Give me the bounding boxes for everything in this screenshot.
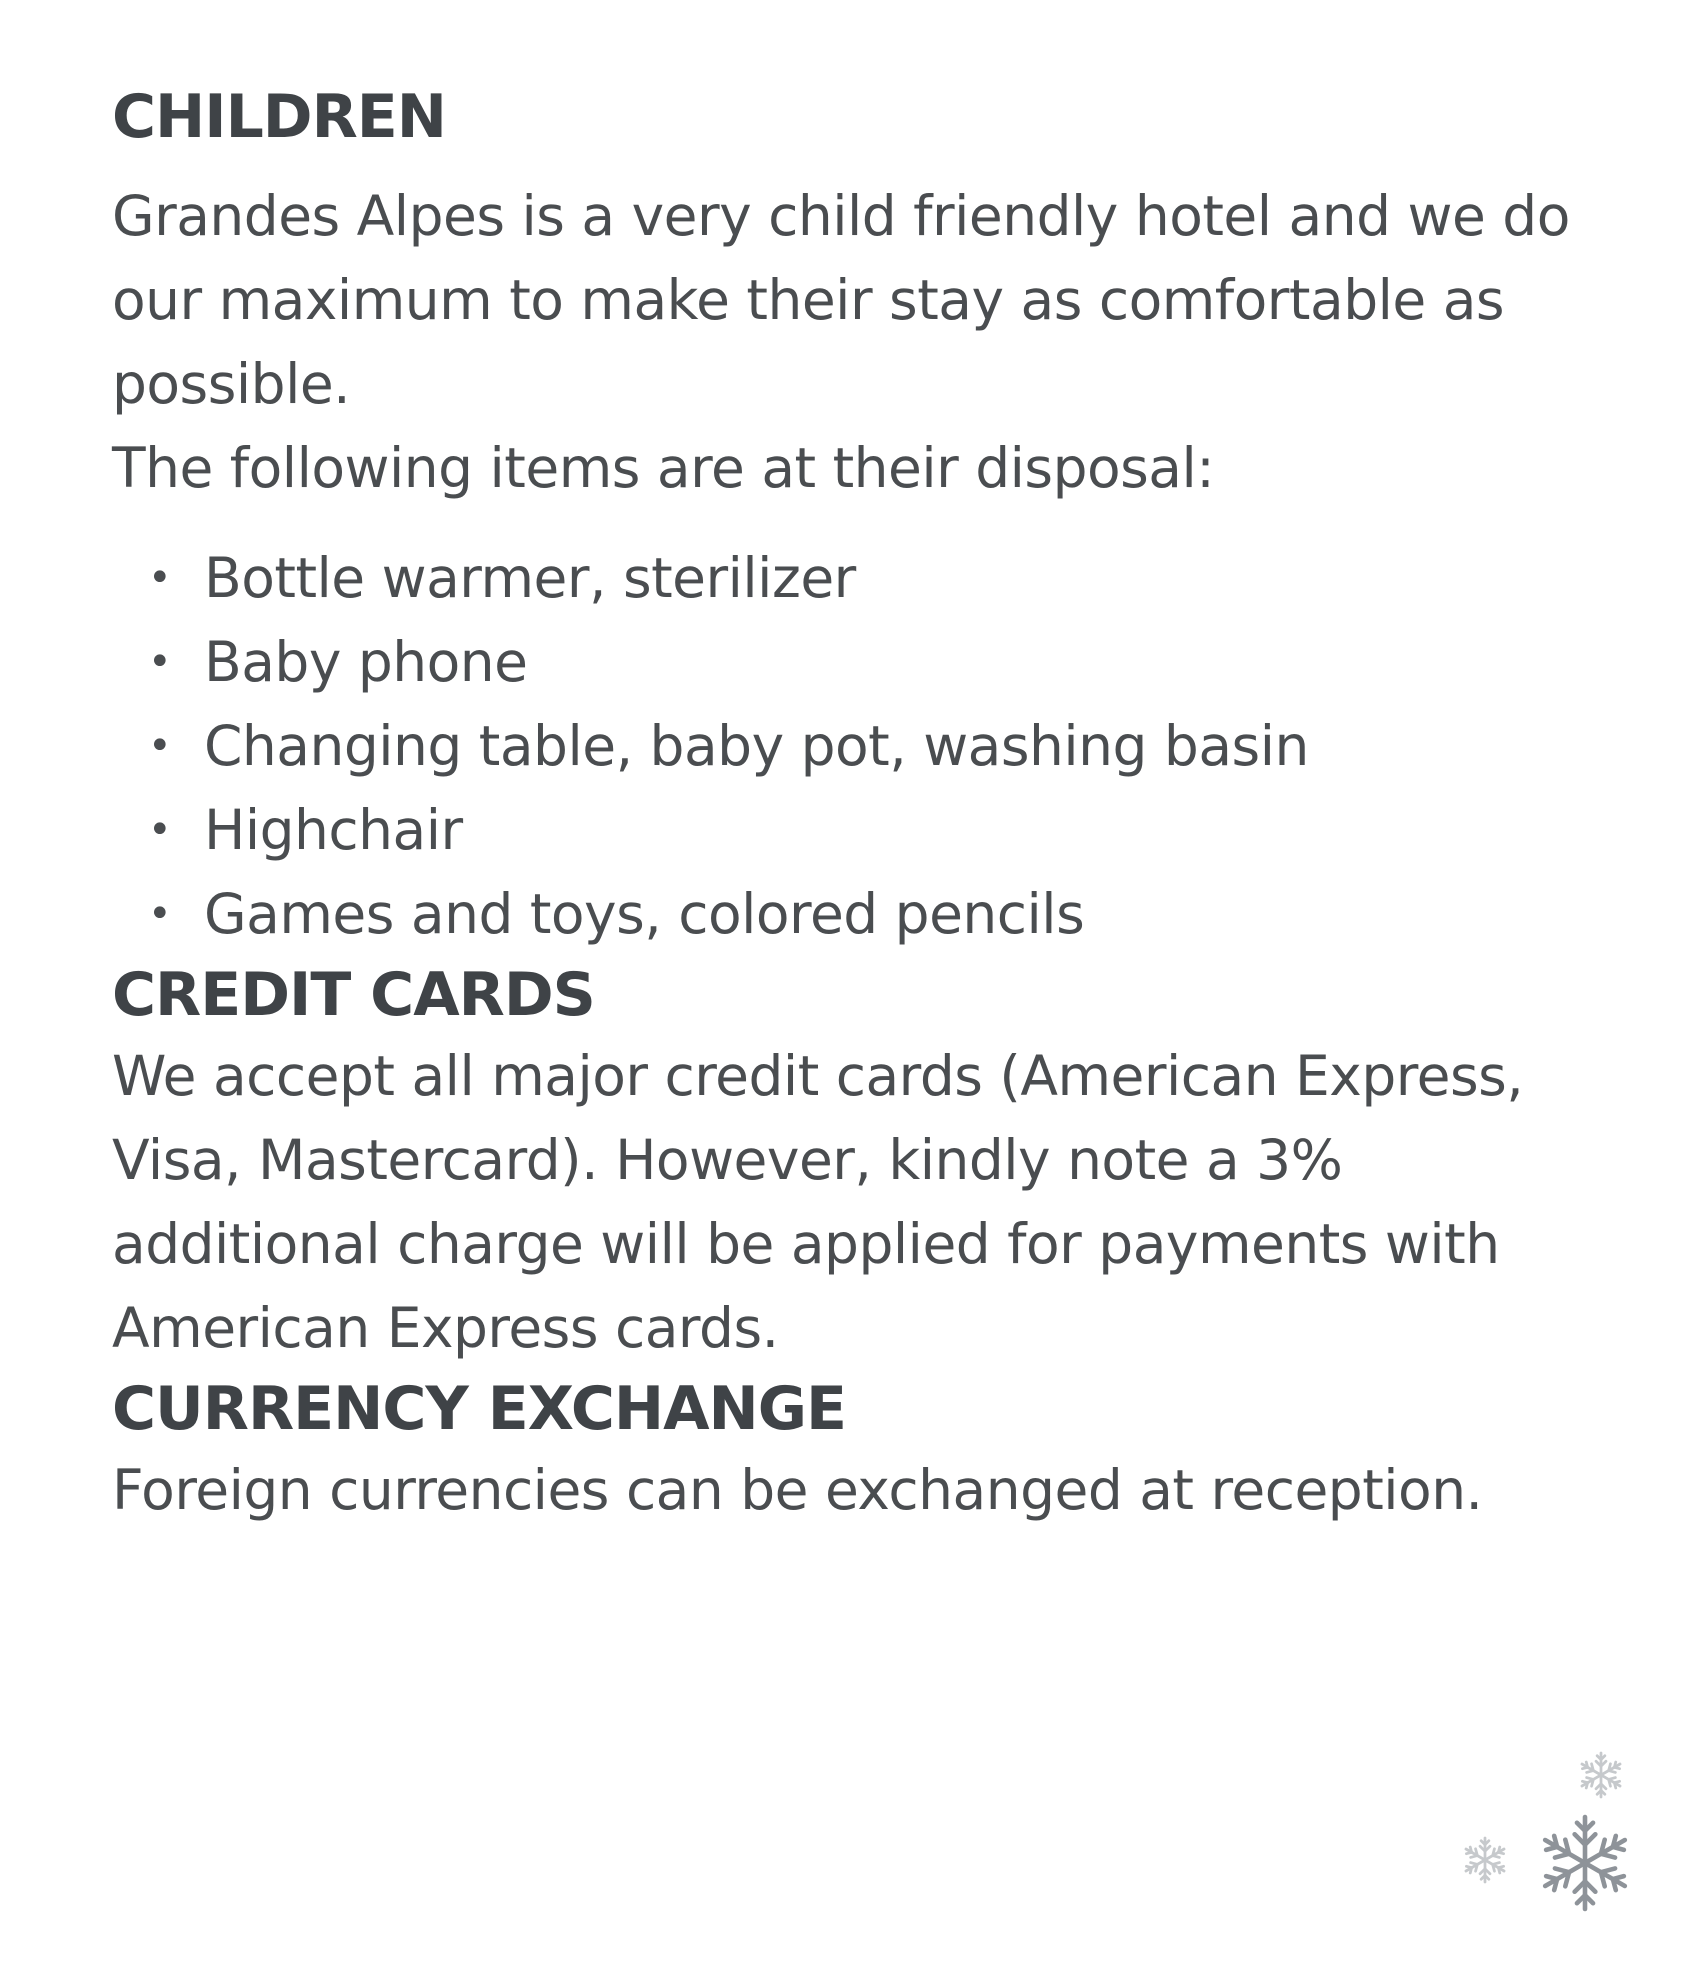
- children-heading: CHILDREN: [112, 82, 447, 152]
- small-snowflake-icon: [1579, 1753, 1622, 1797]
- currency-exchange-paragraph: Foreign currencies can be exchanged at reception.: [112, 1458, 1483, 1522]
- currency-exchange-heading: CURRENCY EXCHANGE: [112, 1374, 846, 1444]
- bullet-icon: •: [148, 891, 172, 937]
- list-item: • Baby phone: [112, 620, 1612, 704]
- children-items-intro: The following items are at their disposal:: [112, 436, 1215, 500]
- children-paragraph: Grandes Alpes is a very child friendly hotel and we do our maximum to make their stay as comfortable as possible.: [112, 184, 1570, 416]
- children-items-list: [112, 536, 1612, 956]
- credit-cards-paragraph: We accept all major credit cards (American Express, Visa, Mastercard). However, kindly note a 3% additional charge will be applied for payments with American Express cards.: [112, 1044, 1524, 1360]
- credit-cards-heading: CREDIT CARDS: [112, 960, 595, 1030]
- bullet-icon: •: [148, 639, 172, 685]
- large-snowflake-icon: [1540, 1817, 1630, 1909]
- list-item: • Highchair: [112, 788, 1612, 872]
- credit-cards-section: [112, 956, 1612, 1370]
- tiny-snowflake-icon: [1463, 1838, 1506, 1882]
- bullet-icon: •: [148, 555, 172, 601]
- bullet-icon: •: [148, 723, 172, 769]
- bullet-icon: •: [148, 807, 172, 853]
- snowflake-decoration: [1450, 1735, 1650, 1935]
- children-section: [112, 78, 1612, 956]
- list-item: • Games and toys, colored pencils: [112, 872, 1612, 956]
- document-page: [112, 78, 1612, 1532]
- currency-exchange-section: [112, 1370, 1612, 1532]
- list-item: • Bottle warmer, sterilizer: [112, 536, 1612, 620]
- list-item: • Changing table, baby pot, washing basin: [112, 704, 1612, 788]
